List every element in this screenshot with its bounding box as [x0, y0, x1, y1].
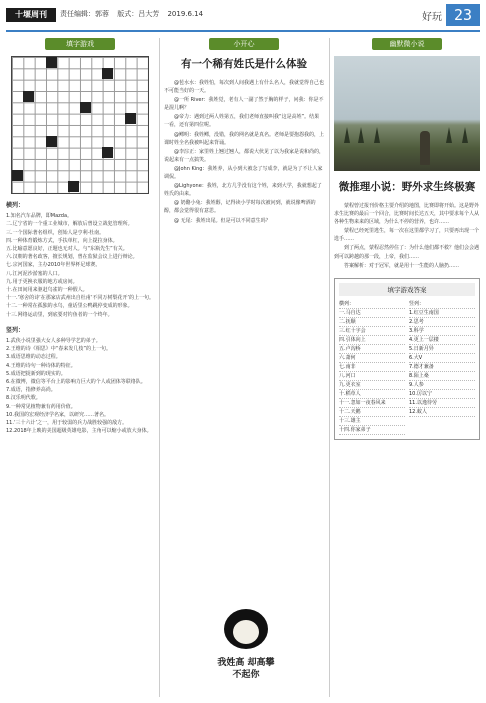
tree-shape: [358, 127, 364, 143]
clue: 十二.一种常在孤独的水鸟，童话里公鸭跳停变成的形象。: [6, 303, 133, 310]
tree-shape: [462, 127, 468, 143]
answer-item: 6.大V: [409, 354, 475, 363]
meme-image: [214, 609, 278, 689]
answer-item: 四.引体向上: [339, 336, 405, 345]
grid-block: [12, 170, 23, 181]
answer-item: 八.河口: [339, 372, 405, 381]
humor-column: [164, 38, 324, 697]
page-header: [0, 0, 486, 30]
fiction-column: [334, 38, 480, 697]
crossword-clues: [6, 202, 154, 435]
section-name: 好玩: [422, 12, 442, 23]
paragraph: @苞水水：我姓怕，每次到人间我遇上有什么名人，我就觉得自己也不可能当好的一天。: [164, 80, 325, 95]
paragraph: 到了两点，蒙程忍然停住了：为什么他们都不救？他们会会遇到可以跨越的那一段，上帝，我们……: [334, 245, 480, 260]
answer-item: 11.以逸待劳: [409, 399, 475, 408]
header-meta: [60, 9, 209, 19]
section-tag: 小开心: [209, 38, 279, 50]
clue: 11.‘三十六计’之一，用于较弱的兵力战胜较强的敌方。: [6, 420, 128, 427]
clue: 九.用于更换衣服的地方或房间。: [6, 278, 78, 285]
grid-block: [68, 181, 79, 192]
grid-block: [80, 102, 91, 113]
wilderness-photo: [334, 56, 480, 171]
clue: 2.王维的诗《相思》中“春来发几枝”的上一句。: [6, 346, 111, 353]
answer-item: 5.日新月异: [409, 345, 475, 354]
paragraph: @帝力：遇到过两人姓第五，我们老师直接叫我“这是高姓”。结果一看，还有第四位呢。: [164, 114, 320, 129]
story-body: [334, 202, 480, 270]
column-divider: [159, 38, 160, 697]
answer-item: 六.萧何: [339, 354, 405, 363]
clue: 4.王维的诗句一种诗体的特征。: [6, 362, 76, 369]
paragraph: @一所 River：我姓觉，老有人一副了然于胸的样子，问我：你是不是混儿啊？: [164, 97, 324, 112]
clue: 十.在田间用来驱赶鸟雀的一种假人。: [6, 287, 88, 294]
section-tag: 幽默微小说: [372, 38, 442, 50]
tree-shape: [344, 127, 350, 143]
answer-item: 一.马自达: [339, 309, 405, 318]
hiker-figure: [420, 131, 430, 165]
answer-item: 十三.雄主: [339, 417, 405, 426]
answer-item: 8.陌上桑: [409, 372, 475, 381]
tree-shape: [374, 127, 380, 143]
clue: 五.比喻意愿良好，正题也无对人。与“东瓶先生”有关。: [6, 246, 128, 253]
clue: 二.辽宁省的一个重工业城市，解放后曾设立战犯管理所。: [6, 221, 133, 228]
paragraph: @ 无尾：我姓出尾。但是可以不同意生吗？: [174, 217, 271, 224]
answer-item: 7.德才兼备: [409, 363, 475, 372]
paragraph: @ 奶酪小兔：我姓醇，记得读小学时每次被问到，就说像啤酒的醇，都会觉得很有意思。: [164, 200, 316, 215]
down-heading: 竖列：: [6, 326, 25, 334]
grid-block: [125, 113, 136, 124]
clue: 十三.网络运动里，到底要对钓鱼者的一个终年。: [6, 311, 113, 318]
answer-item: 十四.你家弟子: [339, 426, 405, 435]
clue: 四.一种体育锻炼方式，手扶单杠，向上提拉身体。: [6, 237, 118, 244]
answer-item: 三.红十字会: [339, 327, 405, 336]
answer-heading: 竖列：: [409, 300, 475, 309]
grid-block: [102, 68, 113, 79]
answer-box: [334, 278, 480, 440]
meme-skin: [233, 620, 259, 644]
answer-item: 3.科学: [409, 327, 475, 336]
designer-credit: 版式：吕大芳: [117, 10, 160, 18]
paragraph: @李淙正：家里姓上翘过翘人，都说大伙见了以为我家是说和尚的，说起来有一点搞笑。: [164, 148, 325, 163]
answer-item: 七.南非: [339, 363, 405, 372]
story-title: 微推理小说：野外求生终极赛: [338, 181, 476, 193]
answer-item: 十二.天鹅: [339, 408, 405, 417]
grid-block: [46, 57, 57, 68]
answer-item: 4.更上一层楼: [409, 336, 475, 345]
answer-item: 1.红豆生南国: [409, 309, 475, 318]
editor-credit: 责任编辑：郭蓉: [60, 10, 109, 18]
clue: 5.成语把捉新到的现实的。: [6, 370, 66, 377]
article-title: 有一个稀有姓氏是什么体验: [181, 58, 307, 70]
paragraph: 蒙程曾过报刊价格主要介绍的地图，比赛即将开始。这是野外求生比赛的最后一个回合，比赛时间长达五天，其中要求每个人从各种生物来来的区域，为什么不停的营养，也许……: [334, 203, 480, 226]
answer-item: 十一.忽如一夜春风来: [339, 399, 405, 408]
paragraph: @鳏明：我姓鳏，没错，我的网名就是真名。老师是要抱怨我的，上课时姓全名我被叫起来背诵。: [164, 131, 325, 146]
answer-item: 2.思考: [409, 318, 475, 327]
clue: 10.我国的宏观经济学名家，以研究……著名。: [6, 411, 109, 418]
crossword-column: [6, 38, 154, 697]
answer-item: 10.厉以宁: [409, 390, 475, 399]
paragraph: 蒙程已经死里逃生，每一次在这里都学习了，只要再出现一个选手……: [334, 228, 480, 243]
clue: 六.汉朝的著名政客，擅长规划，曾在监狱会议上进行辩论。: [6, 254, 138, 261]
grid-block: [23, 91, 34, 102]
answer-item: 九.更衣室: [339, 381, 405, 390]
answer-item: 二.抚顺: [339, 318, 405, 327]
issue-date: 2019.6.14: [167, 10, 204, 18]
brand-logo: 十堰周刊: [6, 8, 56, 22]
paragraph: 答案解析：对于冠军，就是用十一生能的人脑扔……: [344, 262, 460, 269]
page-number: 23: [446, 4, 480, 26]
clue: 8.汉乐明代歌。: [6, 395, 41, 402]
answer-item: 五.卢沟桥: [339, 345, 405, 354]
article-body: [164, 79, 324, 225]
answer-item: 十.稻草人: [339, 390, 405, 399]
grid-block: [46, 136, 57, 147]
clue: 12.2018年上映的美国超级英雄电影，主角可以缩小或放大身体。: [6, 428, 152, 435]
tree-shape: [446, 127, 452, 143]
clue: 9.一种常见植物兼有药用价值。: [6, 403, 76, 410]
crossword-grid[interactable]: [11, 56, 149, 194]
across-heading: 横列：: [6, 202, 25, 209]
meme-caption: 我姓高 却高攀不起你: [217, 658, 275, 680]
clue: 十一.‘寒舍的诗’在那家店武州出自杜甫‘不同万树梨花开’的上一句。: [6, 295, 154, 302]
clue: 1.武侠小说里强大女人多种导学艺的弟子。: [6, 338, 101, 345]
answer-heading: 横列：: [339, 300, 405, 309]
clue: 三.一个国际著名组织，创始人是亨利·杜南。: [6, 229, 105, 236]
column-divider: [329, 38, 330, 697]
paragraph: @John King：我姓养，从小到大被念了写成李，就是为了不让人家调侃。: [164, 165, 323, 181]
clue: 1.知名汽车品牌，即Mazda。: [6, 213, 73, 220]
answer-item: 9.人参: [409, 381, 475, 390]
answer-down: [409, 300, 475, 435]
answer-item: 12.蚁人: [409, 408, 475, 417]
grid-block: [102, 147, 113, 158]
clue: 6.在微博，微信等平台上的影响力巨大的个人或团体等联络队。: [6, 379, 146, 386]
header-rule: [6, 30, 480, 32]
answer-grid: [339, 300, 475, 435]
answer-title: 填字游戏答案: [339, 283, 475, 296]
paragraph: @Lighyone：我姓，北方几乎没有这个姓，来到大学，我就想起了姓氏的由来。: [164, 183, 322, 198]
clue: 八.江河泥沙淤塞的人口。: [6, 270, 63, 277]
clue: 七.宗河国家，主办2010年世界杯足球赛。: [6, 262, 101, 269]
answer-across: [339, 300, 405, 435]
clue: 7.成语，指修养高尚。: [6, 387, 56, 394]
clue: 3.成语思维的动态过程。: [6, 354, 61, 361]
section-tag: 填字游戏: [45, 38, 115, 50]
